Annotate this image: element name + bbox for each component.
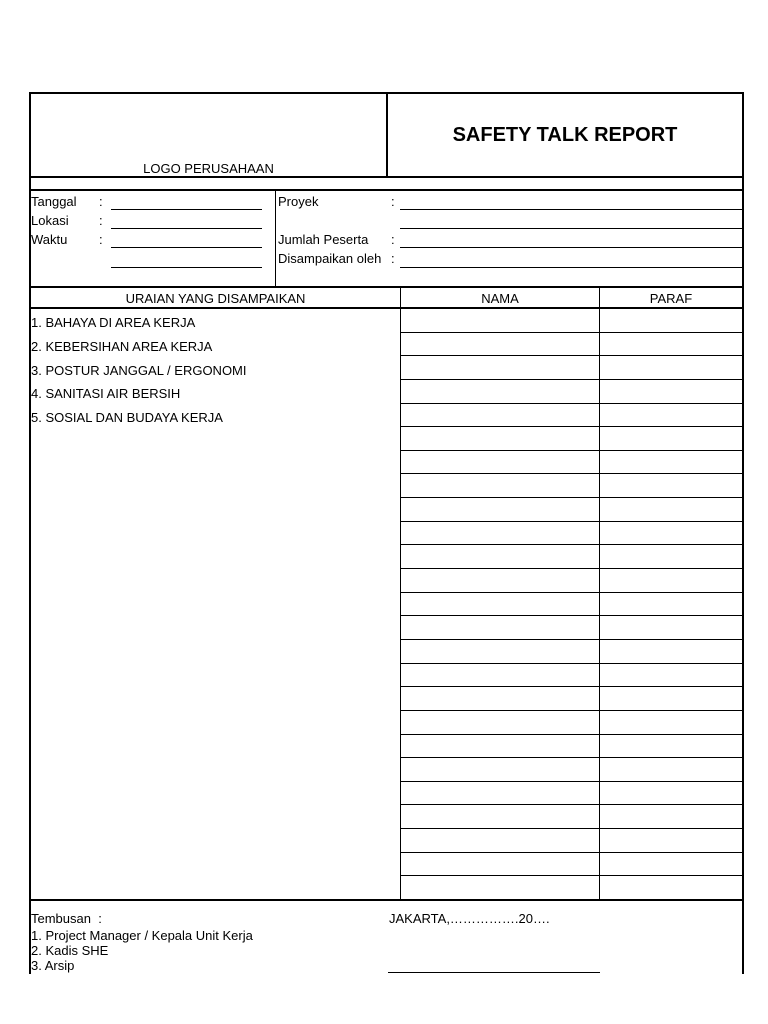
attendance-row-line xyxy=(401,332,742,333)
attendance-row-line xyxy=(401,686,742,687)
topics-column-header: URAIAN YANG DISAMPAIKAN xyxy=(125,291,306,306)
attendance-row-line xyxy=(401,521,742,522)
waktu-input-line[interactable] xyxy=(111,247,262,248)
cc-item: 2. Kadis SHE xyxy=(31,943,109,958)
attendance-row-line xyxy=(401,592,742,593)
proyek-label: Proyek xyxy=(278,194,319,209)
proyek-input-line[interactable] xyxy=(400,209,742,210)
topic-item: 5. SOSIAL DAN BUDAYA KERJA xyxy=(31,410,223,425)
attendance-row-line xyxy=(401,355,742,356)
lokasi-colon: : xyxy=(99,213,103,228)
attendance-row-line xyxy=(401,497,742,498)
place-date: JAKARTA,…………….20…. xyxy=(389,911,550,926)
info-bottom-border xyxy=(29,286,744,288)
jumlah-peserta-input-line[interactable] xyxy=(400,247,742,248)
cc-label: Tembusan : xyxy=(31,911,102,926)
attendance-row-line xyxy=(401,403,742,404)
attendance-row-line xyxy=(401,852,742,853)
page-title: SAFETY TALK REPORT xyxy=(452,124,678,146)
name-column-header: NAMA xyxy=(481,291,519,306)
attendance-row-line xyxy=(401,544,742,545)
attendance-row-line xyxy=(401,710,742,711)
waktu-colon: : xyxy=(99,232,103,247)
sign-column-header: PARAF xyxy=(649,291,693,306)
table-header-bottom-border xyxy=(29,307,744,309)
attendance-row-line xyxy=(401,781,742,782)
proyek-colon: : xyxy=(391,194,395,209)
attendance-row-line xyxy=(401,426,742,427)
cc-item: 3. Arsip xyxy=(31,958,75,973)
proyek-input-line-2[interactable] xyxy=(400,228,742,229)
header-bottom-border xyxy=(29,176,744,178)
attendance-row-line xyxy=(401,663,742,664)
attendance-row-line xyxy=(401,568,742,569)
attendance-row-line xyxy=(401,757,742,758)
disampaikan-oleh-input-line[interactable] xyxy=(400,267,742,268)
topic-item: 4. SANITASI AIR BERSIH xyxy=(31,386,181,401)
disampaikan-oleh-label: Disampaikan oleh xyxy=(278,251,382,266)
attendance-row-line xyxy=(401,828,742,829)
signature-line[interactable] xyxy=(388,972,600,973)
disampaikan-oleh-colon: : xyxy=(391,251,395,266)
topic-item: 3. POSTUR JANGGAL / ERGONOMI xyxy=(31,363,247,378)
attendance-row-line xyxy=(401,639,742,640)
attendance-row-line xyxy=(401,473,742,474)
topic-item: 2. KEBERSIHAN AREA KERJA xyxy=(31,339,213,354)
company-logo-placeholder: LOGO PERUSAHAAN xyxy=(143,161,274,176)
attendance-row-line xyxy=(401,379,742,380)
attendance-row-line xyxy=(401,615,742,616)
topic-item: 1. BAHAYA DI AREA KERJA xyxy=(31,315,196,330)
attendance-row-line xyxy=(401,734,742,735)
jumlah-peserta-label: Jumlah Peserta xyxy=(278,232,369,247)
lokasi-label: Lokasi xyxy=(31,213,69,228)
waktu-label: Waktu xyxy=(31,232,68,247)
tanggal-label: Tanggal xyxy=(31,194,77,209)
attendance-row-line xyxy=(401,875,742,876)
attendance-row-line xyxy=(401,804,742,805)
attendance-row-line xyxy=(401,450,742,451)
cc-item: 1. Project Manager / Kepala Unit Kerja xyxy=(31,928,253,943)
info-divider xyxy=(275,190,276,287)
table-bottom-border xyxy=(29,899,744,901)
info-top-border xyxy=(29,189,744,191)
tanggal-input-line[interactable] xyxy=(111,209,262,210)
jumlah-peserta-colon: : xyxy=(391,232,395,247)
tanggal-colon: : xyxy=(99,194,103,209)
extra-input-line[interactable] xyxy=(111,267,262,268)
frame-right-border xyxy=(742,92,744,974)
lokasi-input-line[interactable] xyxy=(111,228,262,229)
